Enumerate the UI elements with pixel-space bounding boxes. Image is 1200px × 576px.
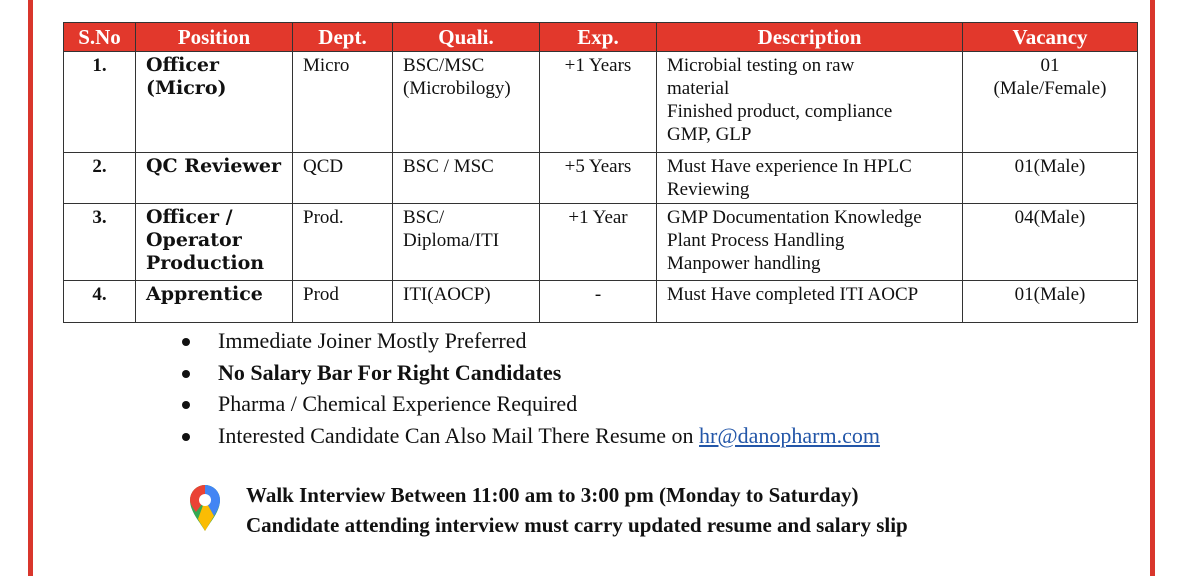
position-line: Officer <box>146 54 220 76</box>
description-line: Plant Process Handling <box>667 230 845 251</box>
header-dept: Dept. <box>293 23 393 52</box>
description-line: Reviewing <box>667 179 750 200</box>
quali-line: BSC/ <box>403 207 445 228</box>
quali-line: Diploma/ITI <box>403 230 500 251</box>
description-line: material <box>667 78 730 99</box>
cell-description <box>657 204 963 281</box>
poster-border-left <box>28 0 33 576</box>
cell-sno: 2. <box>64 153 136 204</box>
list-item: Immediate Joiner Mostly Preferred <box>180 325 880 357</box>
vacancy-line: 01 <box>1040 55 1060 76</box>
cell-position <box>136 204 293 281</box>
table-row <box>64 281 1138 323</box>
quali-line: ITI(AOCP) <box>403 284 491 305</box>
mail-instruction-text: Interested Candidate Can Also Mail There Resume on <box>218 422 700 448</box>
cell-exp: +1 Year <box>540 204 657 281</box>
quali-line: BSC / MSC <box>403 156 494 177</box>
position-line: QC Reviewer <box>146 155 281 177</box>
header-quali: Quali. <box>393 23 540 52</box>
header-vacancy: Vacancy <box>963 23 1138 52</box>
description-line: GMP Documentation Knowledge <box>667 207 922 228</box>
cell-vacancy <box>963 153 1138 204</box>
description-line: Must Have completed ITI AOCP <box>667 284 919 305</box>
vacancy-line: 01(Male) <box>1014 284 1086 305</box>
table-row <box>64 204 1138 281</box>
cell-quali <box>393 204 540 281</box>
description-line: GMP, GLP <box>667 124 752 145</box>
cell-sno: 3. <box>64 204 136 281</box>
walk-in-documents: Candidate attending interview must carry updated resume and salary slip <box>246 513 908 537</box>
vacancy-line: 04(Male) <box>1014 207 1086 228</box>
map-pin-icon <box>188 484 222 532</box>
table-header-row <box>64 23 1138 52</box>
cell-position <box>136 153 293 204</box>
cell-exp: +1 Years <box>540 52 657 153</box>
vacancy-line: 01(Male) <box>1014 156 1086 177</box>
table-row <box>64 52 1138 153</box>
list-item: Pharma / Chemical Experience Required <box>180 388 880 420</box>
walk-in-details <box>246 480 908 540</box>
cell-dept: Micro <box>293 52 393 153</box>
cell-sno: 4. <box>64 281 136 323</box>
header-sno: S.No <box>64 23 136 52</box>
cell-quali <box>393 281 540 323</box>
cell-position <box>136 52 293 153</box>
description-line: Microbial testing on raw <box>667 55 855 76</box>
cell-dept: Prod <box>293 281 393 323</box>
cell-vacancy <box>963 281 1138 323</box>
header-description: Description <box>657 23 963 52</box>
vacancy-table <box>63 22 1138 323</box>
list-item: No Salary Bar For Right Candidates <box>180 357 880 389</box>
position-line: Officer / <box>146 206 233 228</box>
requirements-list <box>180 325 880 451</box>
cell-position <box>136 281 293 323</box>
email-link[interactable]: hr@danopharm.com <box>699 422 880 448</box>
cell-exp: - <box>540 281 657 323</box>
position-line: Operator <box>146 229 242 251</box>
cell-vacancy <box>963 204 1138 281</box>
cell-quali <box>393 52 540 153</box>
cell-exp: +5 Years <box>540 153 657 204</box>
quali-line: BSC/MSC <box>403 55 485 76</box>
description-line: Finished product, compliance <box>667 101 893 122</box>
cell-dept: Prod. <box>293 204 393 281</box>
position-line: Production <box>146 252 265 274</box>
cell-description <box>657 281 963 323</box>
poster-border-right <box>1150 0 1155 576</box>
cell-vacancy <box>963 52 1138 153</box>
header-position: Position <box>136 23 293 52</box>
header-exp: Exp. <box>540 23 657 52</box>
list-item <box>180 420 880 452</box>
cell-sno: 1. <box>64 52 136 153</box>
table-row <box>64 153 1138 204</box>
cell-quali <box>393 153 540 204</box>
position-line: (Micro) <box>146 77 227 99</box>
walk-in-timing: Walk Interview Between 11:00 am to 3:00 pm (Monday to Saturday) <box>246 483 859 507</box>
cell-dept: QCD <box>293 153 393 204</box>
position-line: Apprentice <box>146 283 263 305</box>
quali-line: (Microbilogy) <box>403 78 511 99</box>
cell-description <box>657 52 963 153</box>
description-line: Must Have experience In HPLC <box>667 156 912 177</box>
cell-description <box>657 153 963 204</box>
vacancy-line: (Male/Female) <box>993 78 1107 99</box>
description-line: Manpower handling <box>667 253 821 274</box>
